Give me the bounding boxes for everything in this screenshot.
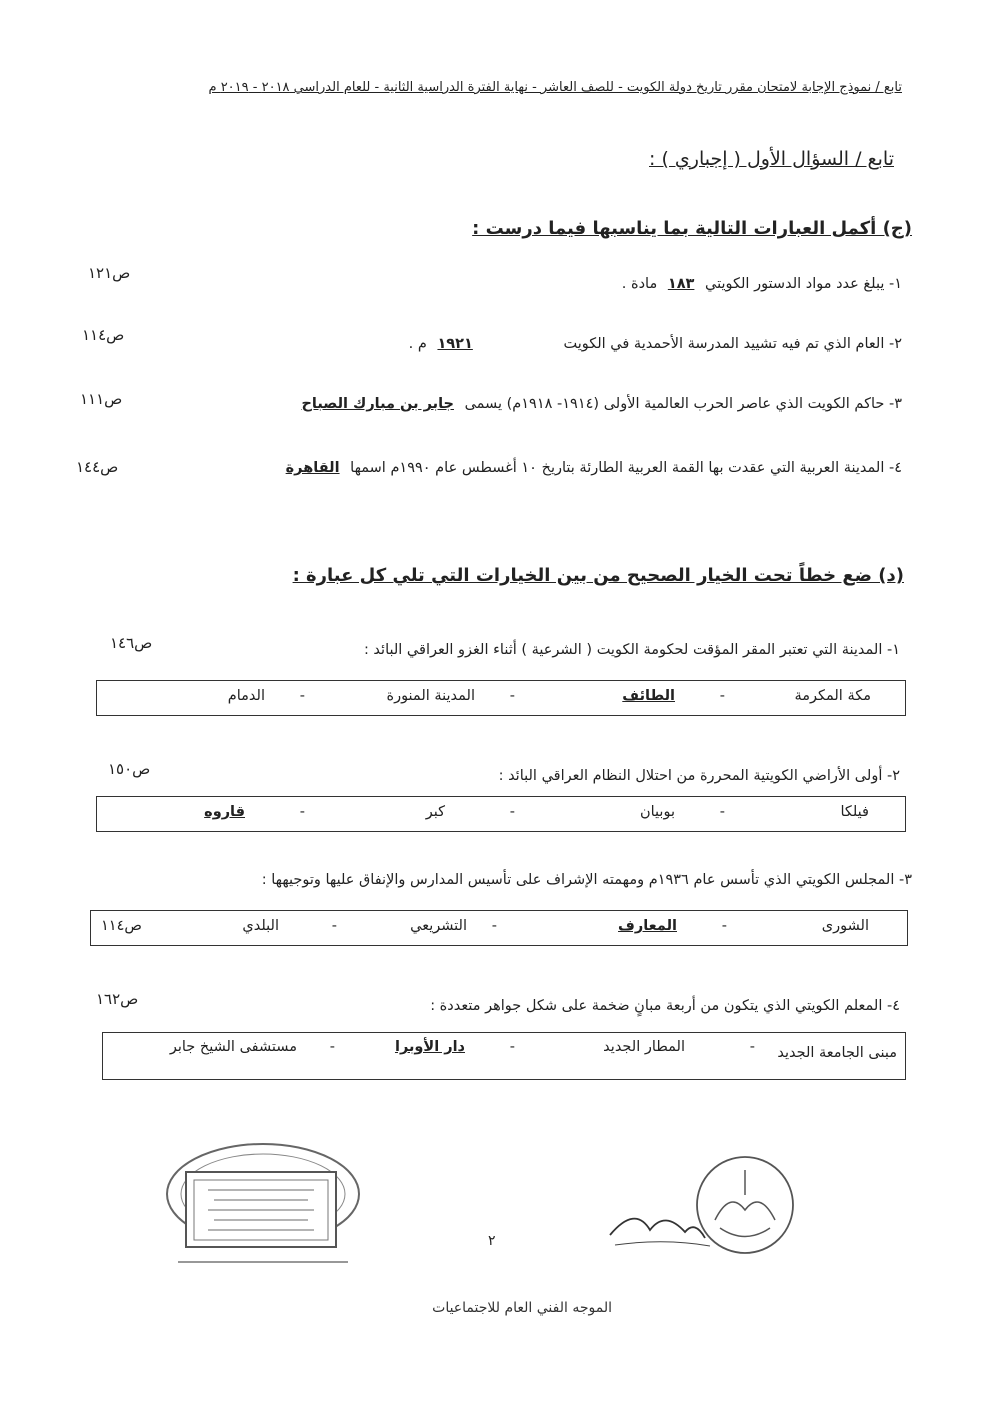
mcq-question-3: ٣- المجلس الكويتي الذي تأسس عام ١٩٣٦م ومهمته الإشراف على تأسيس المدارس والإنفاق عليها وتوجيهها : [261,872,912,888]
option[interactable]: الشورى [821,918,869,934]
option[interactable]: مبنى الجامعة الجديد [777,1045,897,1061]
page-ref: ص١٢١ [88,264,131,282]
fill-item-4 [280,460,902,476]
page-ref: ص١١١ [80,390,123,408]
mcq-question-4: ٤- المعلم الكويتي الذي يتكون من أربعة مبانٍ ضخمة على شكل جواهر متعددة : [430,998,900,1014]
option[interactable]: الدمام [227,688,265,704]
option-correct[interactable]: قاروه [204,804,245,820]
fill-item-1 [622,276,902,292]
option-correct[interactable]: المعارف [618,918,677,934]
fill-item-answer: القاهرة [285,460,340,476]
fill-item-answer: جابر بن مبارك الصباح [301,396,454,412]
options-box-2 [96,796,906,832]
option-separator: - [749,1039,755,1055]
options-box-1 [96,680,906,716]
page-ref: ص١٤٤ [76,458,119,476]
fill-item-text: ١- يبلغ عدد مواد الدستور الكويتي [705,276,902,292]
section-title: تابع / السؤال الأول ( إجباري ) : [649,148,894,170]
signature-emblem-icon [605,1150,835,1270]
option-separator: - [299,804,305,820]
option[interactable]: المطار الجديد [603,1039,685,1055]
option-separator: - [509,688,515,704]
option-separator: - [509,804,515,820]
option[interactable]: التشريعي [410,918,467,934]
option-separator: - [719,688,725,704]
option[interactable]: بوبيان [639,804,675,820]
section-c-title: (ج) أكمل العبارات التالية بما يناسبها فيما درست : [472,218,912,239]
option[interactable]: مكة المكرمة [794,688,871,704]
option-separator: - [331,918,337,934]
page-ref: ص١٥٠ [108,760,151,778]
fill-item-answer: ١٩٢١ [437,336,473,352]
official-stamp-icon [158,1142,368,1277]
exam-header: تابع / نموذج الإجابة لامتحان مقرر تاريخ دولة الكويت - للصف العاشر - نهاية الفترة الدراسية الثانية - للعام الدراسي ٢٠١٨ - ٢٠١٩ م [208,80,902,95]
option-separator: - [719,804,725,820]
option[interactable]: البلدي [242,918,279,934]
option-separator: - [299,688,305,704]
page-number: ٢ [488,1233,496,1249]
section-d-title: (د) ضع خطاً تحت الخيار الصحيح من بين الخيارات التي تلي كل عبارة : [292,565,904,586]
fill-item-3 [295,396,902,412]
fill-item-text: ٤- المدينة العربية التي عقدت بها القمة العربية الطارئة بتاريخ ١٠ أغسطس عام ١٩٩٠م اسمها [350,460,902,476]
fill-item-answer: ١٨٣ [667,276,695,292]
option-separator: - [329,1039,335,1055]
fill-item-2 [409,336,902,352]
page-ref: ص١١٤ [101,918,142,934]
fill-item-text: ٢- العام الذي تم فيه تشييد المدرسة الأحمدية في الكويت [563,336,902,352]
fill-item-suffix: مادة . [621,276,658,292]
option-separator: - [721,918,727,934]
option[interactable]: كبر [425,804,445,820]
fill-item-suffix: م . [408,336,427,352]
option-correct[interactable]: الطائف [622,688,675,704]
option-separator: - [491,918,497,934]
option[interactable]: فيلكا [840,804,869,820]
option[interactable]: مستشفى الشيخ جابر [169,1039,297,1055]
page-ref: ص١٤٦ [110,634,153,652]
fill-item-text: ٣- حاكم الكويت الذي عاصر الحرب العالمية الأولى (١٩١٤- ١٩١٨م) يسمى [464,396,902,412]
options-box-3 [90,910,908,946]
option[interactable]: المدينة المنورة [386,688,475,704]
page-ref: ص١١٤ [82,326,125,344]
mcq-question-1: ١- المدينة التي تعتبر المقر المؤقت لحكومة الكويت ( الشرعية ) أثناء الغزو العراقي البائد : [363,642,900,658]
page-ref: ص١٦٢ [96,990,139,1008]
mcq-question-2: ٢- أولى الأراضي الكويتية المحررة من احتلال النظام العراقي البائد : [498,768,900,784]
options-box-4 [102,1032,906,1080]
option-separator: - [509,1039,515,1055]
option-correct[interactable]: دار الأوبرا [394,1039,465,1055]
supervisor-signature-label: الموجه الفني العام للاجتماعيات [432,1300,612,1316]
